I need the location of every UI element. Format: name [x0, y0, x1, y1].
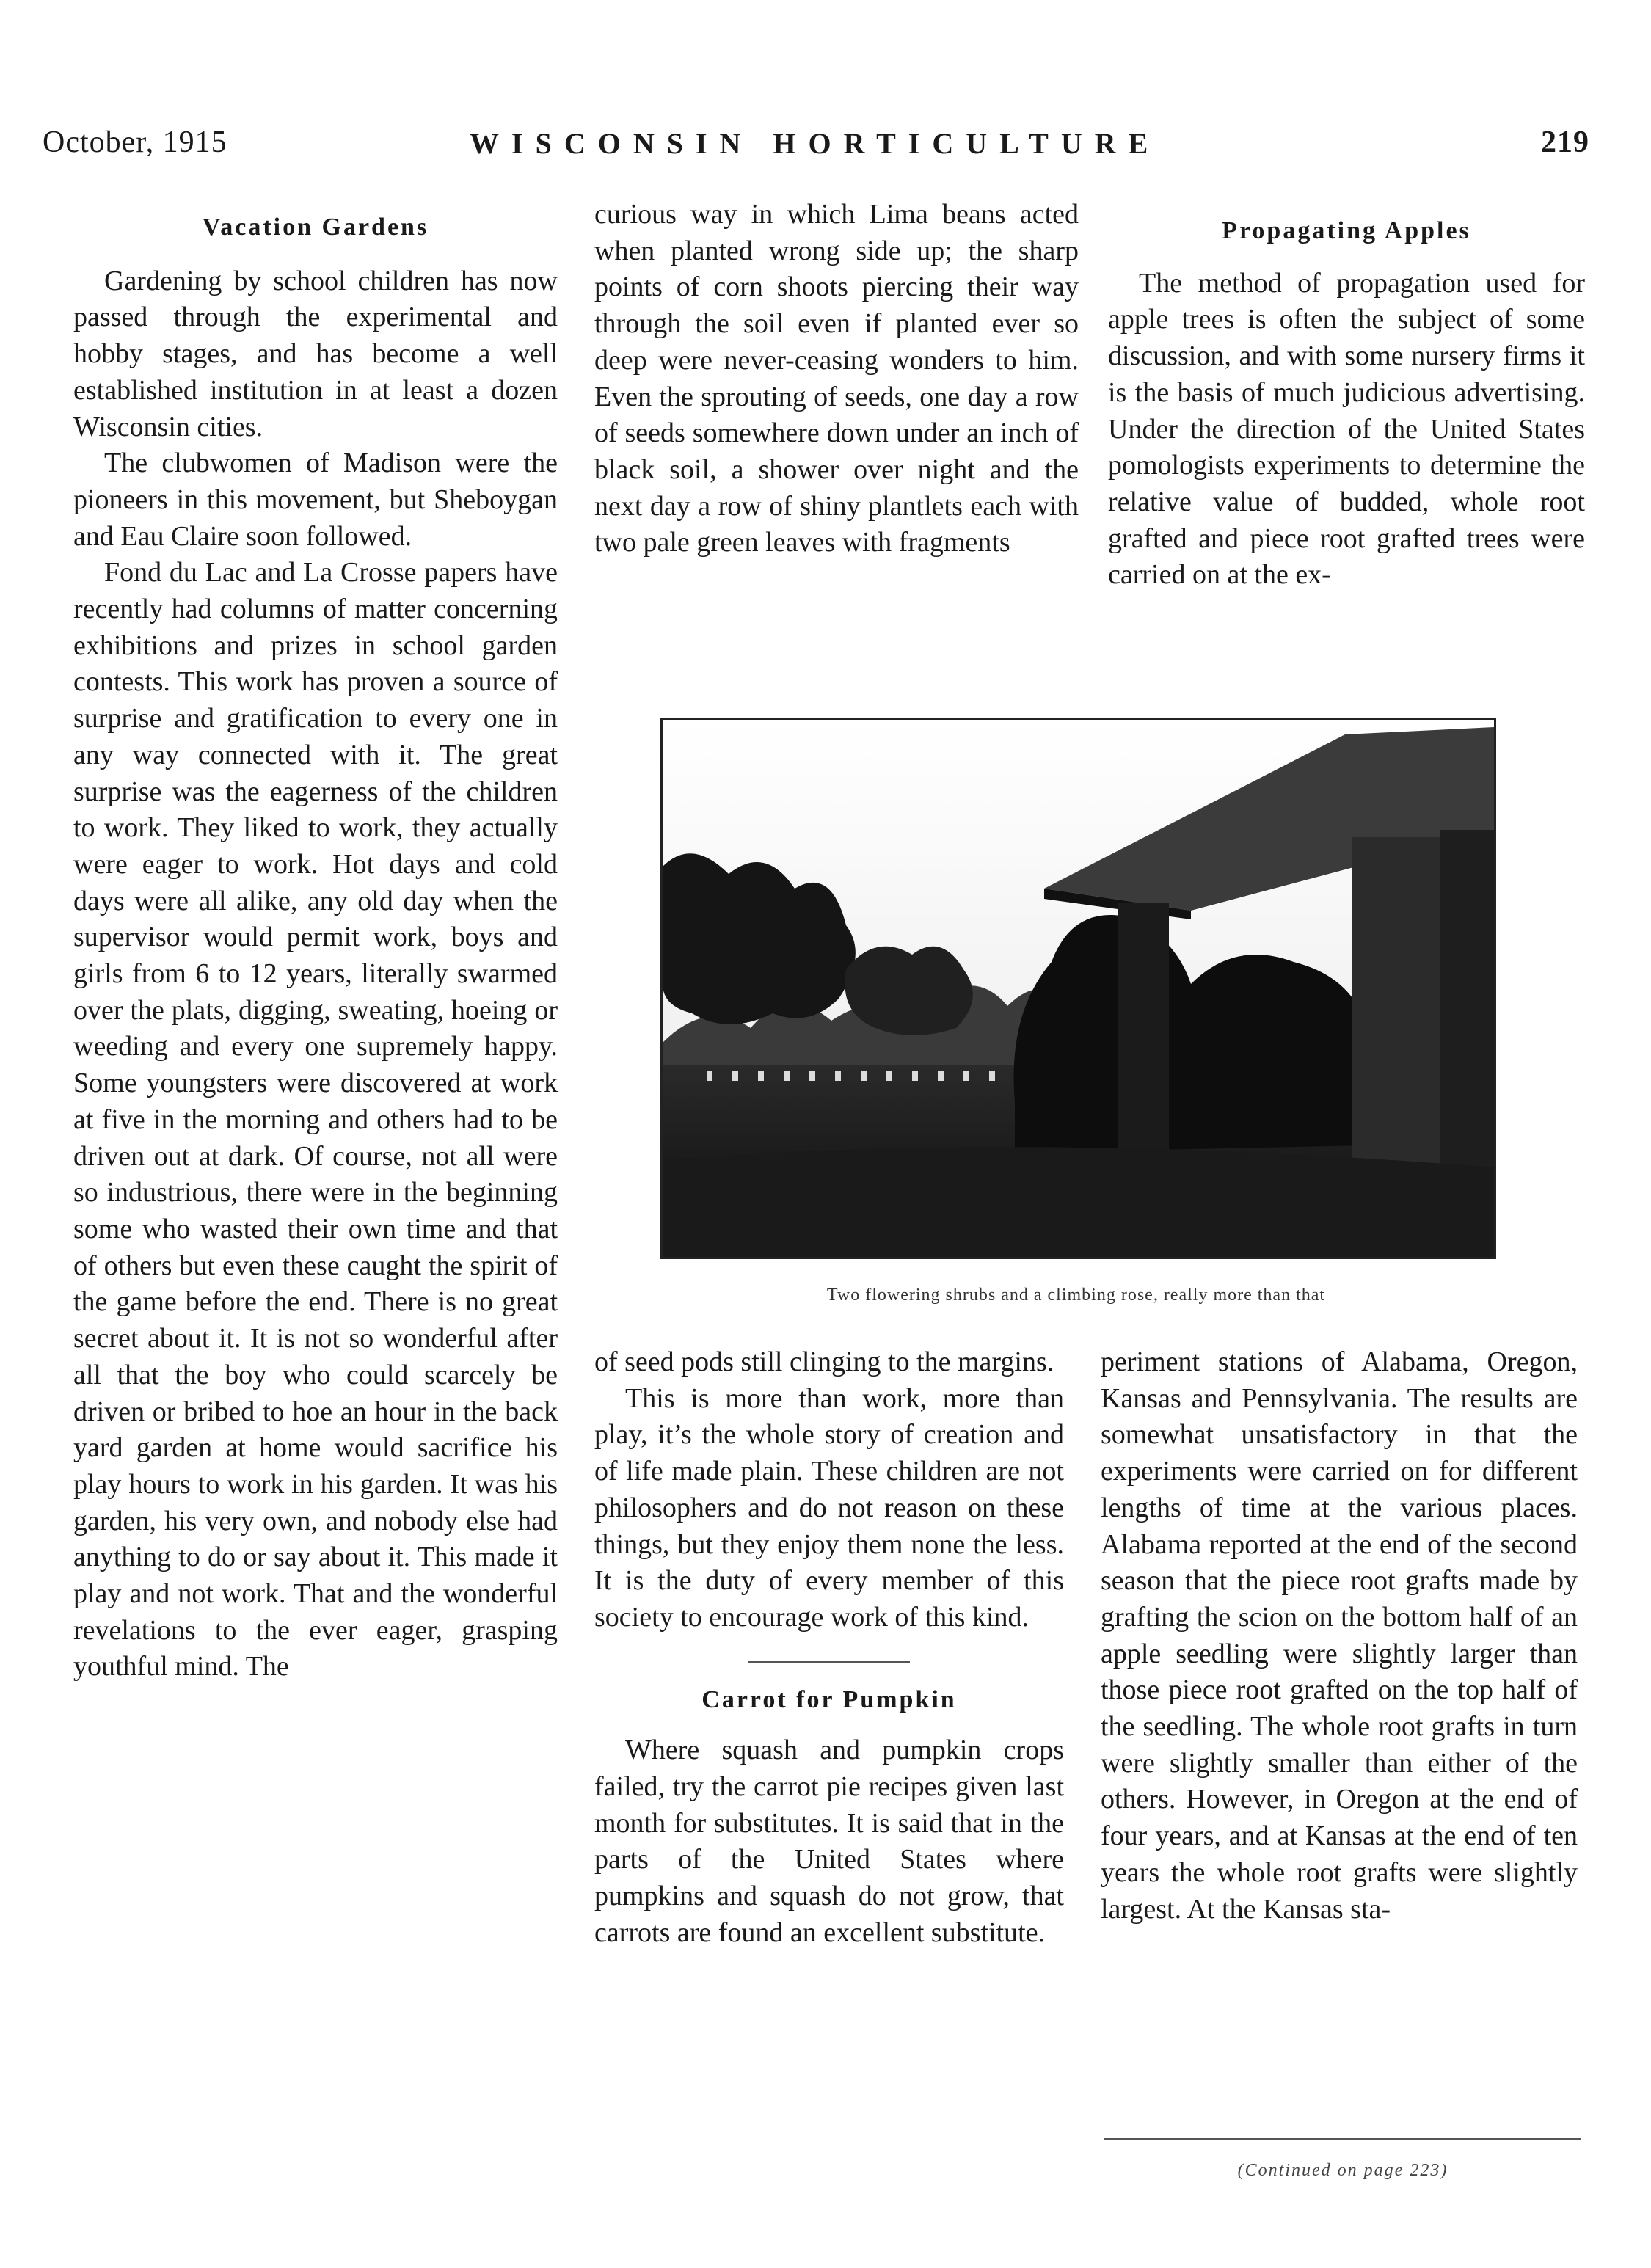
journal-title: WISCONSIN HORTICULTURE: [470, 127, 1161, 160]
article-vacation-gardens: [73, 209, 558, 1685]
continued-note: (Continued on page 223): [1237, 2161, 1448, 2180]
issue-date: October, 1915: [43, 125, 227, 159]
article-propagating-apples: [1108, 213, 1585, 594]
article-continuation-top: [594, 197, 1079, 561]
article-propagating-apples-cont: [1101, 1344, 1578, 1928]
paragraph: This is more than work, more than play, it’s the whole story of creation and of life made plain. These children are not philosophers and do not reason on these things, but they enjoy them none the less. It is the duty of every member of this society to encourage work of this kind.: [594, 1382, 1064, 1633]
article-continuation-bottom: [594, 1344, 1064, 1952]
paragraph: The clubwomen of Madison were the pioneers in this movement, but Sheboygan and Eau Claire soon followed.: [73, 448, 558, 552]
paragraph: Gardening by school children has now passed through the experimental and hobby stages, and has become a well established institution in at least a dozen Wisconsin cities.: [73, 265, 558, 442]
garden-photo-image: [663, 720, 1494, 1257]
garden-photo: [660, 718, 1496, 1259]
article-title: Carrot for Pumpkin: [701, 1685, 957, 1713]
article-title: Propagating Apples: [1222, 217, 1471, 244]
page-number: 219: [1541, 125, 1589, 159]
article-title: Vacation Gardens: [202, 214, 429, 241]
photo-caption: Two flowering shrubs and a climbing rose, really more than that: [826, 1286, 1326, 1305]
paragraph: of seed pods still clinging to the margins.: [594, 1346, 1054, 1377]
paragraph: The method of propagation used for apple trees is often the subject of some discussion, and with some nursery firms it is the basis of much judicious advertising. Under the direction of the United States pomologists experiments to determine the relative value of budded, whole root grafted and piece root grafted trees were carried on at the ex-: [1108, 267, 1585, 591]
section-divider: [748, 1661, 910, 1663]
footer-rule: [1104, 2138, 1581, 2140]
paragraph: Where squash and pumpkin crops failed, try the carrot pie recipes given last month for substitutes. It is said that in the parts of the United States where pumpkins and squash do not grow, that carrots are found an excellent substitute.: [594, 1735, 1064, 1948]
paragraph: curious way in which Lima beans acted when planted wrong side up; the sharp points of corn shoots piercing their way through the soil even if planted ever so deep were never-ceasing wonders to him. Even the sprouting of seeds, one day a row of seeds somewhere down under an inch of black soil, a shower over night and the next day a row of shiny plantlets each with two pale green leaves with fragments: [594, 199, 1079, 558]
paragraph: Fond du Lac and La Crosse papers have recently had columns of matter concerning exhibitions and prizes in school garden contests. This work has proven a source of surprise and gratification to every one in any way connected with it. The great surprise was the eagerness of the children to work. They liked to work, they actually were eager to work. Hot days and cold days were all alike, any old day when the supervisor would permit work, boys and girls from 6 to 12 years, literally swarmed over the plats, digging, sweating, hoeing or weeding and every one supremely happy. Some youngsters were discovered at work at five in the morning and others had to be driven out at dark. Of course, not all were so industrious, there were in the beginning some who wasted their own time and that of others but even these caught the spirit of the game before the end. There is no great secret about it. It is not so wonderful after all that the boy who could scarcely be driven or bribed to hoe an hour in the back yard garden at home would sacrifice his play hours to work in his garden. It was his garden, his very own, and nobody else had anything to do or say about it. This made it play and not work. That and the wonderful revelations to the ever eager, grasping youthful mind. The: [73, 557, 558, 1682]
paragraph: periment stations of Alabama, Oregon, Kansas and Pennsylvania. The results are somewhat unsatisfactory in that the experiments were carried on for different lengths of time at the various places. Alabama reported at the end of the second season that the piece root grafts made by grafting the scion on the bottom half of an apple seedling were slightly larger than those piece root grafted on the top half of the seedling. The whole root grafts in turn were slightly smaller than either of the others. However, in Oregon at the end of four years, and at Kansas at the end of ten years the whole root grafts were slightly largest. At the Kansas sta-: [1101, 1346, 1578, 1925]
